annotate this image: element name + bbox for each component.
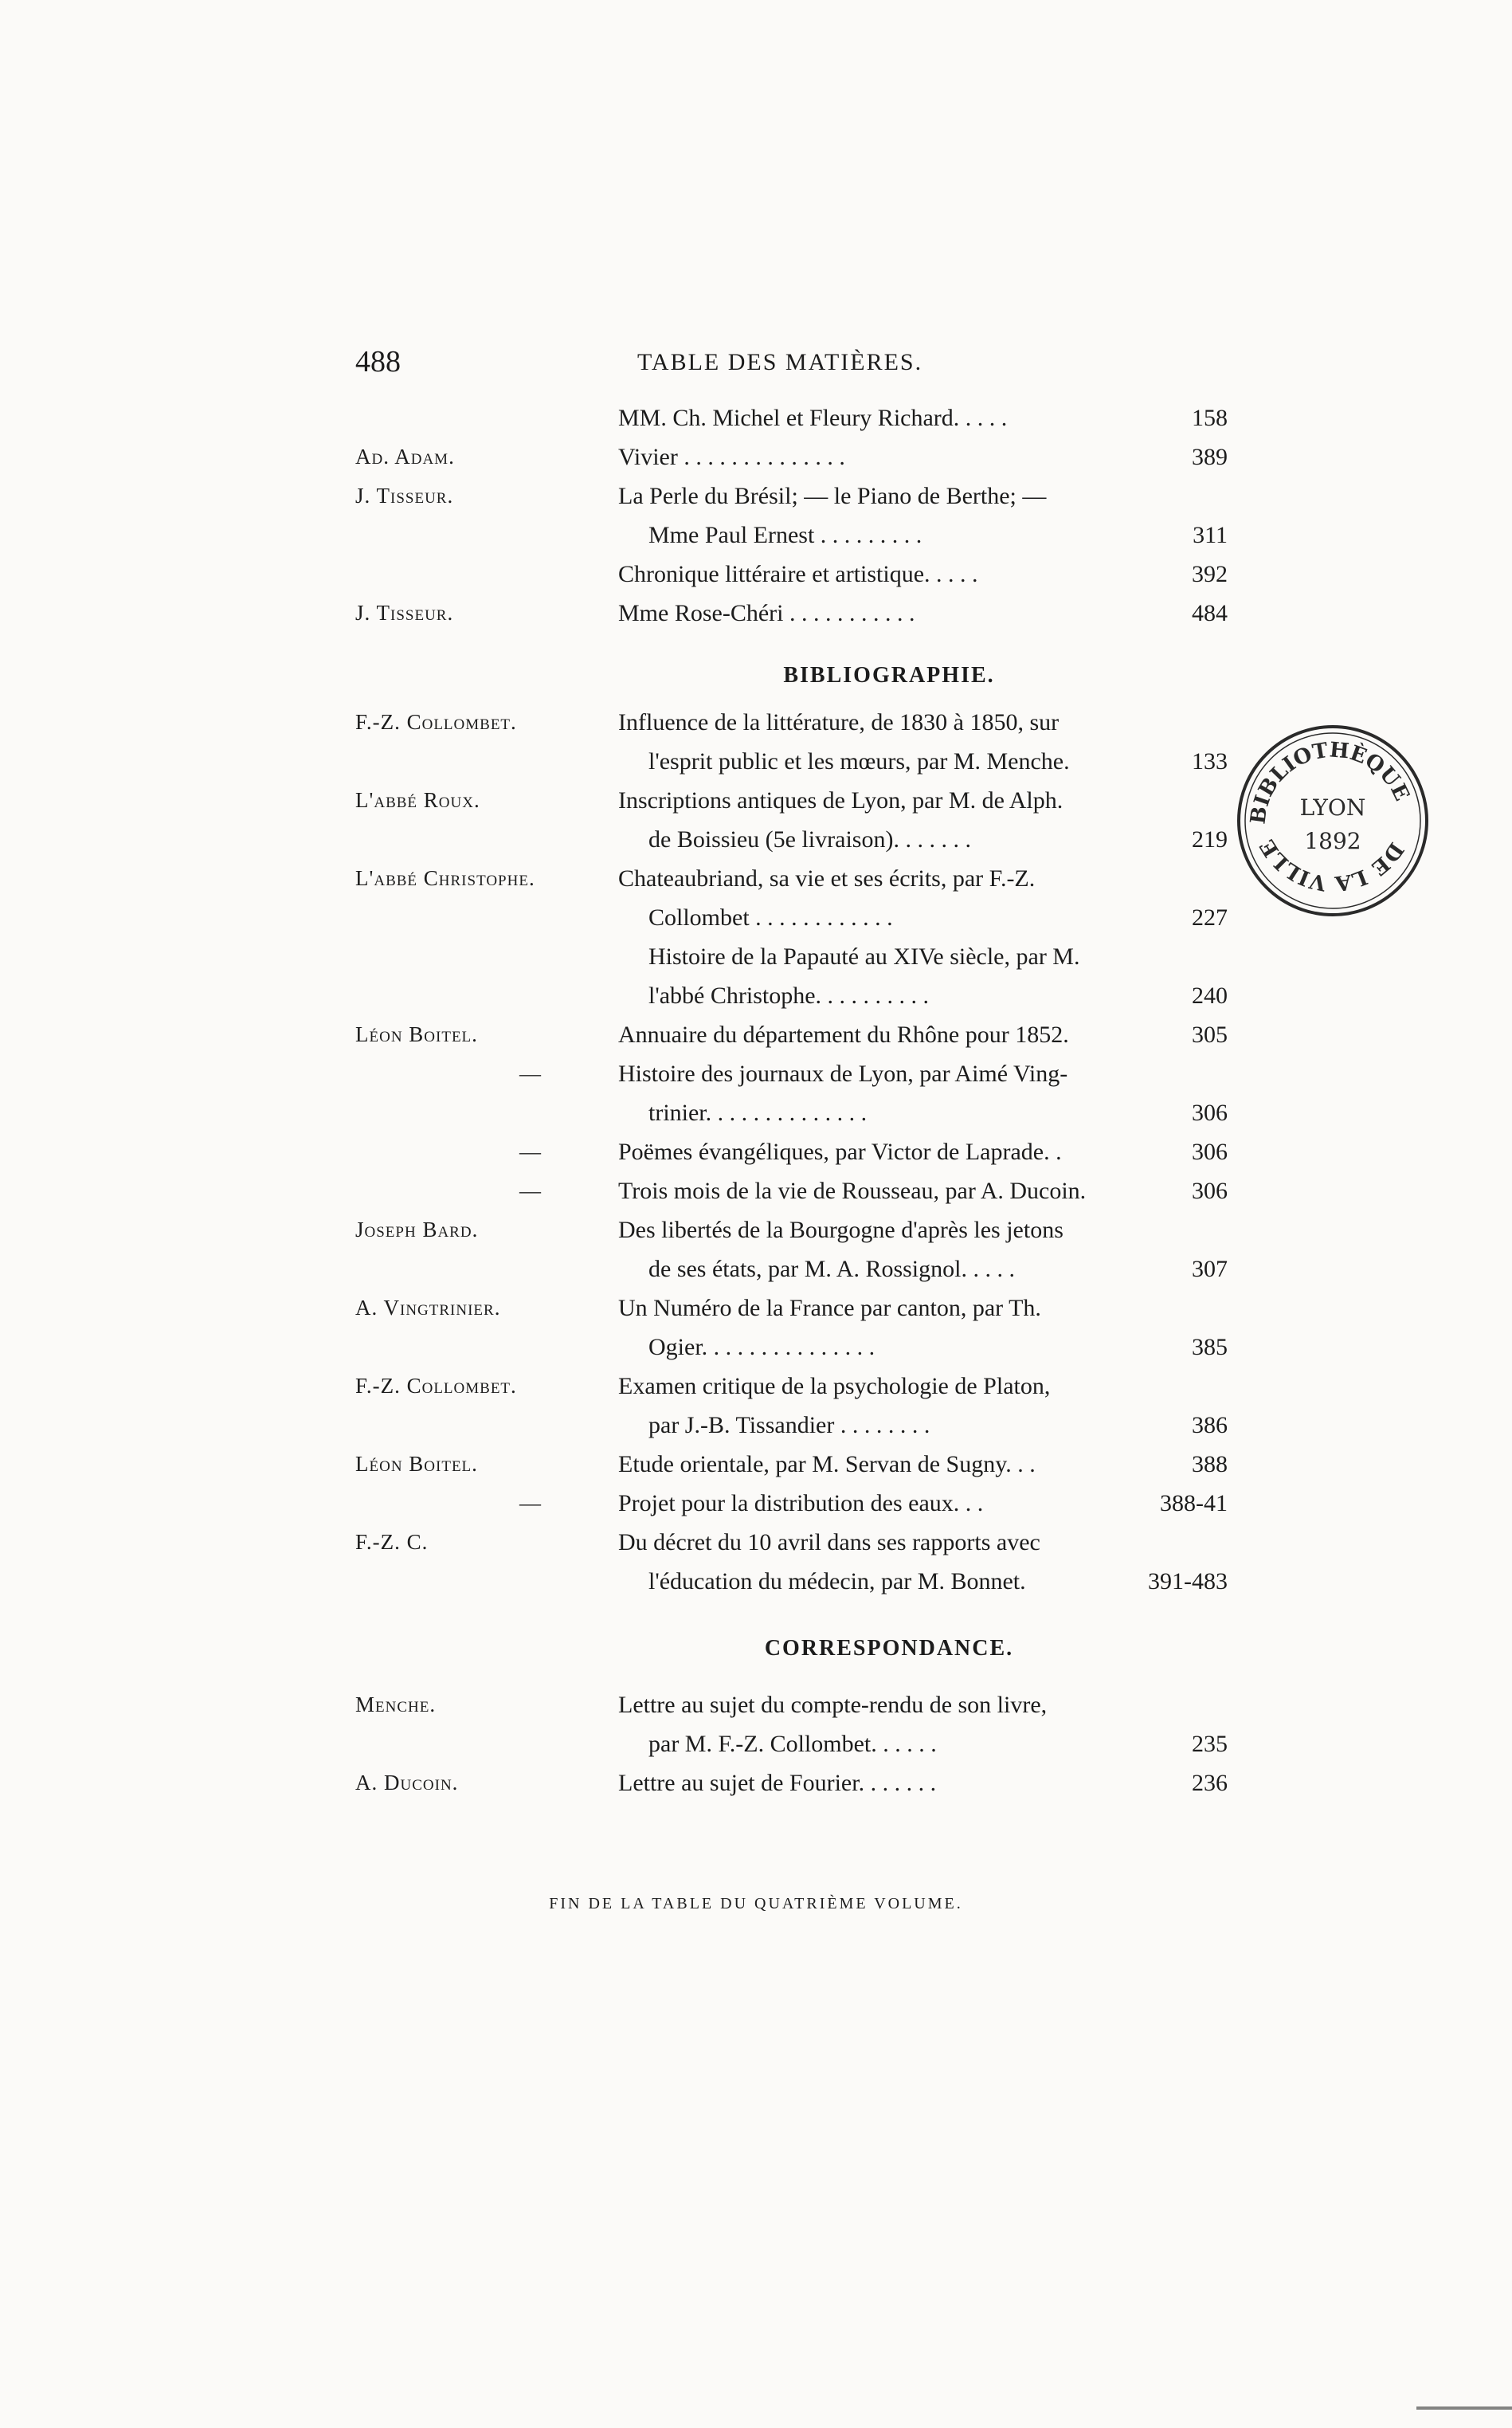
entry-title-text: par J.-B. Tissandier . . . . . . . . [648,1412,930,1438]
entry-line [618,976,1228,1015]
entry-author: F.-Z. Collombet. [355,1374,517,1398]
running-title: TABLE DES MATIÈRES. [637,349,923,375]
entry-author: — [519,1491,542,1515]
entry-title-text: Annuaire du département du Rhône pour 1852. [618,1022,1069,1048]
entry-title-text: Etude orientale, par M. Servan de Sugny. . . [618,1451,1036,1477]
entry-line [618,555,1228,594]
entry-line [618,742,1228,781]
entry-author: J. Tisseur. [355,601,454,625]
entry-title-text: Chronique littéraire et artistique. . . . . [618,561,978,587]
toc-entry [355,477,1232,555]
entry-page-number: 227 [1192,904,1228,931]
page-header [0,344,1512,392]
entry-title-text: Collombet . . . . . . . . . . . . [648,904,893,931]
entry-author: F.-Z. C. [355,1530,429,1554]
entry-title-text: trinier. . . . . . . . . . . . . . [648,1100,868,1126]
entry-author: — [519,1061,542,1085]
entry-line [618,1763,1228,1802]
toc-entry [355,437,1232,477]
entry-page-number: 392 [1192,561,1228,587]
entry-body [618,703,1228,781]
toc-entry [355,398,1232,437]
entry-title-text: Vivier . . . . . . . . . . . . . . [618,444,845,470]
entry-author: J. Tisseur. [355,484,454,508]
entry-page-number: 235 [1192,1731,1228,1757]
end-of-table-note: FIN DE LA TABLE DU QUATRIÈME VOLUME. [549,1895,963,1912]
toc-entry [355,703,1232,781]
entry-title-text: par M. F.-Z. Collombet. . . . . . [648,1731,937,1757]
entry-author: Léon Boitel. [355,1022,478,1046]
entry-line [618,477,1228,516]
entry-page-number: 306 [1192,1100,1228,1126]
entry-title-text: Trois mois de la vie de Rousseau, par A. Ducoin. [618,1178,1087,1204]
entry-line [618,1724,1228,1763]
entry-line [618,1367,1228,1406]
entry-page-number: 389 [1192,444,1228,470]
entry-body [618,1171,1228,1210]
entry-body [618,398,1228,437]
entry-title-text: Lettre au sujet de Fourier. . . . . . . [618,1770,937,1796]
entry-body [618,1367,1228,1445]
entry-body [618,1054,1228,1132]
entry-line [618,594,1228,633]
entry-title-text: l'esprit public et les mœurs, par M. Menche. [648,748,1070,775]
toc-entry [355,1763,1232,1802]
toc-entry [355,1289,1232,1367]
entry-title-text: de ses états, par M. A. Rossignol. . . . . [648,1256,1015,1282]
page-number: 488 [355,345,401,379]
entry-title-text: Histoire de la Papauté au XIVe siècle, par M. [648,943,1080,970]
entry-title-text: Chateaubriand, sa vie et ses écrits, par F.-Z. [618,865,1036,892]
entry-line [618,1406,1228,1445]
entry-body [618,1484,1228,1523]
toc-group-bibliographie [355,703,1232,1601]
entry-line [618,437,1228,477]
page-edge-mark [1416,2406,1512,2410]
entry-body [618,859,1228,1015]
entry-page-number: 219 [1192,826,1228,853]
entry-title-text: Histoire des journaux de Lyon, par Aimé Ving- [618,1061,1068,1087]
entry-body [618,1523,1228,1601]
section-heading-bibliographie: BIBLIOGRAPHIE. [783,663,995,688]
entry-author: — [519,1179,542,1202]
entry-line [618,781,1228,820]
entry-line [618,937,1228,976]
entry-line [618,1328,1228,1367]
entry-line [618,1171,1228,1210]
entry-body [618,1763,1228,1802]
entry-body [618,477,1228,555]
library-stamp [1233,721,1432,920]
entry-author: Léon Boitel. [355,1452,478,1476]
entry-line [618,516,1228,555]
toc-entry [355,1685,1232,1763]
entry-page-number: 385 [1192,1334,1228,1360]
entry-author: A. Vingtrinier. [355,1296,501,1320]
entry-title-text: l'abbé Christophe. . . . . . . . . . [648,983,930,1009]
entry-page-number: 388 [1192,1451,1228,1477]
toc-entry [355,555,1232,594]
entry-page-number: 307 [1192,1256,1228,1282]
entry-line [618,859,1228,898]
entry-title-text: Poëmes évangéliques, par Victor de Laprade. . [618,1139,1062,1165]
entry-line [618,820,1228,859]
entry-page-number: 305 [1192,1022,1228,1048]
entry-title-text: Examen critique de la psychologie de Platon, [618,1373,1051,1399]
entry-title-text: Ogier. . . . . . . . . . . . . . . [648,1334,875,1360]
stamp-text-bottom: DE LA VILLE [1255,834,1408,896]
entry-body [618,781,1228,859]
entry-body [618,555,1228,594]
entry-page-number: 306 [1192,1139,1228,1165]
entry-line [618,1054,1228,1093]
entry-body [618,437,1228,477]
stamp-text-city: LYON [1299,794,1366,821]
toc-entry [355,1445,1232,1484]
entry-page-number: 236 [1192,1770,1228,1796]
entry-line [618,898,1228,937]
entry-author: L'abbé Roux. [355,788,480,812]
entry-title-text: Mme Rose-Chéri . . . . . . . . . . . [618,600,915,626]
entry-line [618,1484,1228,1523]
entry-page-number: 133 [1192,748,1228,775]
toc-entry [355,1054,1232,1132]
entry-line [618,1210,1228,1249]
entry-page-number: 391-483 [1148,1568,1228,1594]
entry-page-number: 388-41 [1160,1490,1228,1516]
entry-author: F.-Z. Collombet. [355,710,517,734]
entry-body [618,1132,1228,1171]
entry-line [618,1562,1228,1601]
table-of-contents [355,398,1232,1802]
entry-page-number: 306 [1192,1178,1228,1204]
entry-page-number: 240 [1192,983,1228,1009]
entry-line [618,1289,1228,1328]
toc-group-top [355,398,1232,633]
toc-entry [355,594,1232,633]
entry-page-number: 158 [1192,405,1228,431]
toc-entry [355,1523,1232,1601]
entry-line [618,398,1228,437]
entry-author: Joseph Bard. [355,1218,479,1241]
stamp-text-top: BIBLIOTHÈQUE [1246,738,1414,826]
toc-entry [355,1015,1232,1054]
entry-title-text: MM. Ch. Michel et Fleury Richard. . . . . [618,405,1008,431]
toc-entry [355,781,1232,859]
entry-author: A. Ducoin. [355,1771,459,1795]
entry-line [618,1093,1228,1132]
entry-line [618,1249,1228,1289]
entry-body [618,1685,1228,1763]
entry-page-number: 386 [1192,1412,1228,1438]
entry-line [618,1445,1228,1484]
entry-title-text: Lettre au sujet du compte-rendu de son livre, [618,1692,1048,1718]
entry-title-text: l'éducation du médecin, par M. Bonnet. [648,1568,1026,1594]
entry-body [618,1445,1228,1484]
entry-body [618,1015,1228,1054]
entry-page-number: 484 [1192,600,1228,626]
toc-group-correspondance [355,1685,1232,1802]
entry-body [618,1289,1228,1367]
entry-line [618,1523,1228,1562]
entry-title-text: Projet pour la distribution des eaux. . . [618,1490,984,1516]
entry-page-number: 311 [1193,522,1228,548]
entry-line [618,703,1228,742]
entry-title-text: de Boissieu (5e livraison). . . . . . . [648,826,971,853]
entry-author: — [519,1139,542,1163]
entry-body [618,1210,1228,1289]
toc-entry [355,1132,1232,1171]
entry-title-text: La Perle du Brésil; — le Piano de Berthe; — [618,483,1047,509]
toc-entry [355,859,1232,1015]
entry-line [618,1015,1228,1054]
entry-title-text: Un Numéro de la France par canton, par Th. [618,1295,1041,1321]
entry-title-text: Inscriptions antiques de Lyon, par M. de Alph. [618,787,1063,814]
toc-entry [355,1367,1232,1445]
entry-line [618,1132,1228,1171]
entry-author: L'abbé Christophe. [355,866,535,890]
stamp-text-year: 1892 [1304,828,1361,854]
entry-title-text: Du décret du 10 avril dans ses rapports avec [618,1529,1040,1555]
entry-line [618,1685,1228,1724]
entry-body [618,594,1228,633]
entry-author: Menche. [355,1693,437,1716]
entry-title-text: Mme Paul Ernest . . . . . . . . . [648,522,922,548]
toc-entry [355,1210,1232,1289]
entry-title-text: Influence de la littérature, de 1830 à 1850, sur [618,709,1060,735]
entry-title-text: Des libertés de la Bourgogne d'après les jetons [618,1217,1063,1243]
entry-author: Ad. Adam. [355,445,455,469]
toc-entry [355,1171,1232,1210]
section-heading-correspondance: CORRESPONDANCE. [764,1636,1014,1661]
toc-entry [355,1484,1232,1523]
